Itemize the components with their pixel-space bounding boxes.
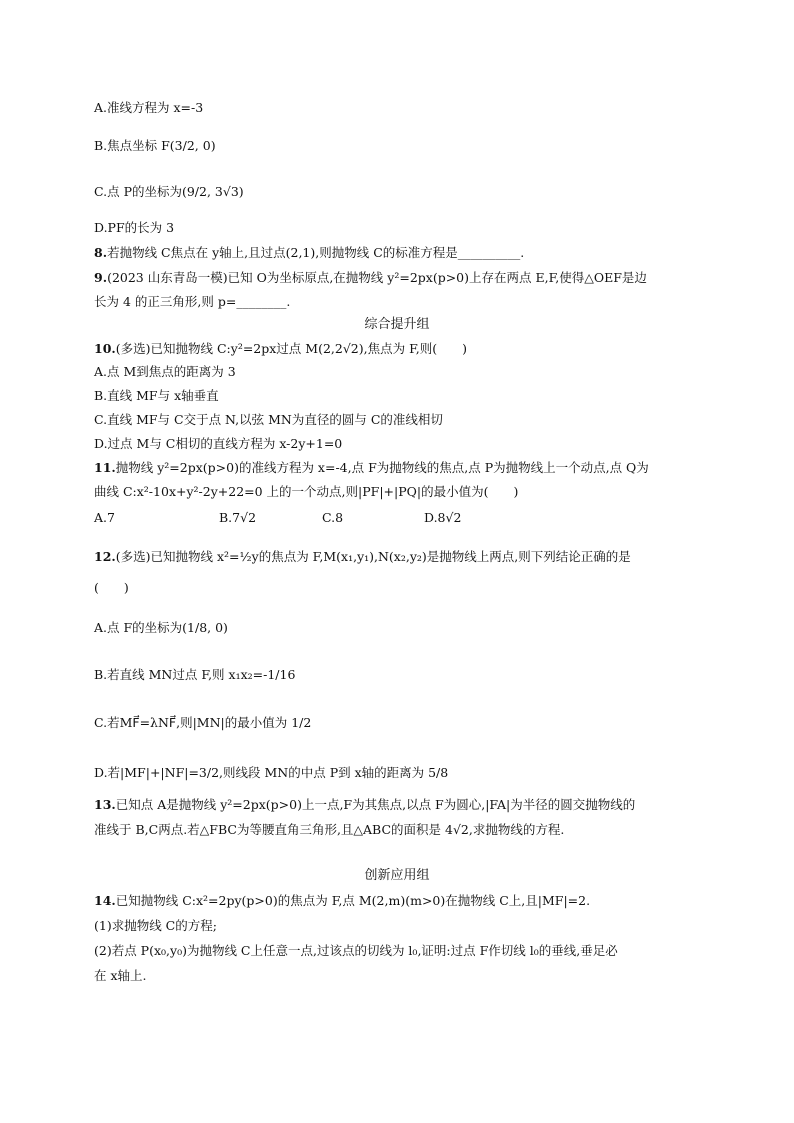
q11-option-b: B.7√2: [219, 510, 257, 525]
q7-option-b: B.焦点坐标 F(3/2, 0): [94, 138, 216, 153]
q12-text-2: ( ): [94, 580, 129, 595]
q9-text-2: 长为 4 的正三角形,则 p=________.: [94, 294, 291, 309]
q14-text-3: (2)若点 P(x₀,y₀)为抛物线 C上任意一点,过该点的切线为 l₀,证明:过点 F作切线 l₀的垂线,垂足必: [94, 943, 618, 958]
question-9-line-1: [94, 270, 647, 286]
question-13-line-1: [94, 797, 635, 813]
q10-option-d: D.过点 M与 C相切的直线方程为 x-2y+1=0: [94, 436, 343, 451]
q11-option-c: C.8: [322, 510, 344, 525]
q11-text-1: 抛物线 y²=2px(p>0)的准线方程为 x=-4,点 F为抛物线的焦点,点 P为抛物线上一个动点,点 Q为: [115, 460, 649, 475]
q14-text-4: 在 x轴上.: [94, 968, 147, 983]
q11-text-2: 曲线 C:x²-10x+y²-2y+22=0 上的一个动点,则|PF|+|PQ|的最小值为( ): [94, 484, 519, 499]
q13-text-1: 已知点 A是抛物线 y²=2px(p>0)上一点,F为其焦点,以点 F为圆心,|FA|为半径的圆交抛物线的: [115, 797, 636, 812]
question-11-line-1: [94, 460, 649, 476]
q12-number: 12.: [94, 549, 116, 564]
q7-option-a: A.准线方程为 x=-3: [94, 100, 204, 115]
section-heading-comprehensive: 综合提升组: [364, 317, 430, 332]
q12-option-c: C.若MF⃗=λNF⃗,则|MN|的最小值为 1/2: [94, 715, 312, 730]
q13-text-2: 准线于 B,C两点.若△FBC为等腰直角三角形,且△ABC的面积是 4√2,求抛物线的方程.: [94, 822, 565, 837]
q9-number: 9.: [94, 270, 108, 285]
q11-number: 11.: [94, 460, 116, 475]
q14-number: 14.: [94, 893, 116, 908]
question-12-line-1: [94, 549, 631, 565]
q10-text: (多选)已知抛物线 C:y²=2px过点 M(2,2√2),焦点为 F,则( ): [115, 341, 468, 356]
q11-option-a: A.7: [94, 510, 115, 525]
q12-text-1: (多选)已知抛物线 x²=½y的焦点为 F,M(x₁,y₁),N(x₂,y₂)是抛物线上两点,则下列结论正确的是: [115, 549, 631, 564]
q9-text-1: (2023 山东青岛一模)已知 O为坐标原点,在抛物线 y²=2px(p>0)上存在两点 E,F,使得△OEF是边: [107, 270, 647, 285]
q14-text-1: 已知抛物线 C:x²=2py(p>0)的焦点为 F,点 M(2,m)(m>0)在抛物线 C上,且|MF|=2.: [115, 893, 591, 908]
q8-number: 8.: [94, 245, 108, 260]
question-14-line-1: [94, 893, 590, 909]
q7-option-c: C.点 P的坐标为(9/2, 3√3): [94, 184, 244, 199]
q10-option-b: B.直线 MF与 x轴垂直: [94, 388, 219, 403]
q10-option-a: A.点 M到焦点的距离为 3: [94, 364, 236, 379]
q7-option-d: D.PF的长为 3: [94, 220, 175, 235]
q10-option-c: C.直线 MF与 C交于点 N,以弦 MN为直径的圆与 C的准线相切: [94, 412, 443, 427]
q13-number: 13.: [94, 797, 116, 812]
question-8: [94, 245, 524, 261]
q12-option-a: A.点 F的坐标为(1/8, 0): [94, 620, 228, 635]
q11-option-d: D.8√2: [424, 510, 462, 525]
q8-text: 若抛物线 C焦点在 y轴上,且过点(2,1),则抛物线 C的标准方程是__________.: [107, 245, 525, 260]
question-10: [94, 341, 467, 357]
q10-number: 10.: [94, 341, 116, 356]
q12-option-d: D.若|MF|+|NF|=3/2,则线段 MN的中点 P到 x轴的距离为 5/8: [94, 765, 449, 780]
section-heading-innovation: 创新应用组: [364, 868, 430, 883]
q12-option-b: B.若直线 MN过点 F,则 x₁x₂=-1/16: [94, 667, 296, 682]
q14-text-2: (1)求抛物线 C的方程;: [94, 918, 217, 933]
